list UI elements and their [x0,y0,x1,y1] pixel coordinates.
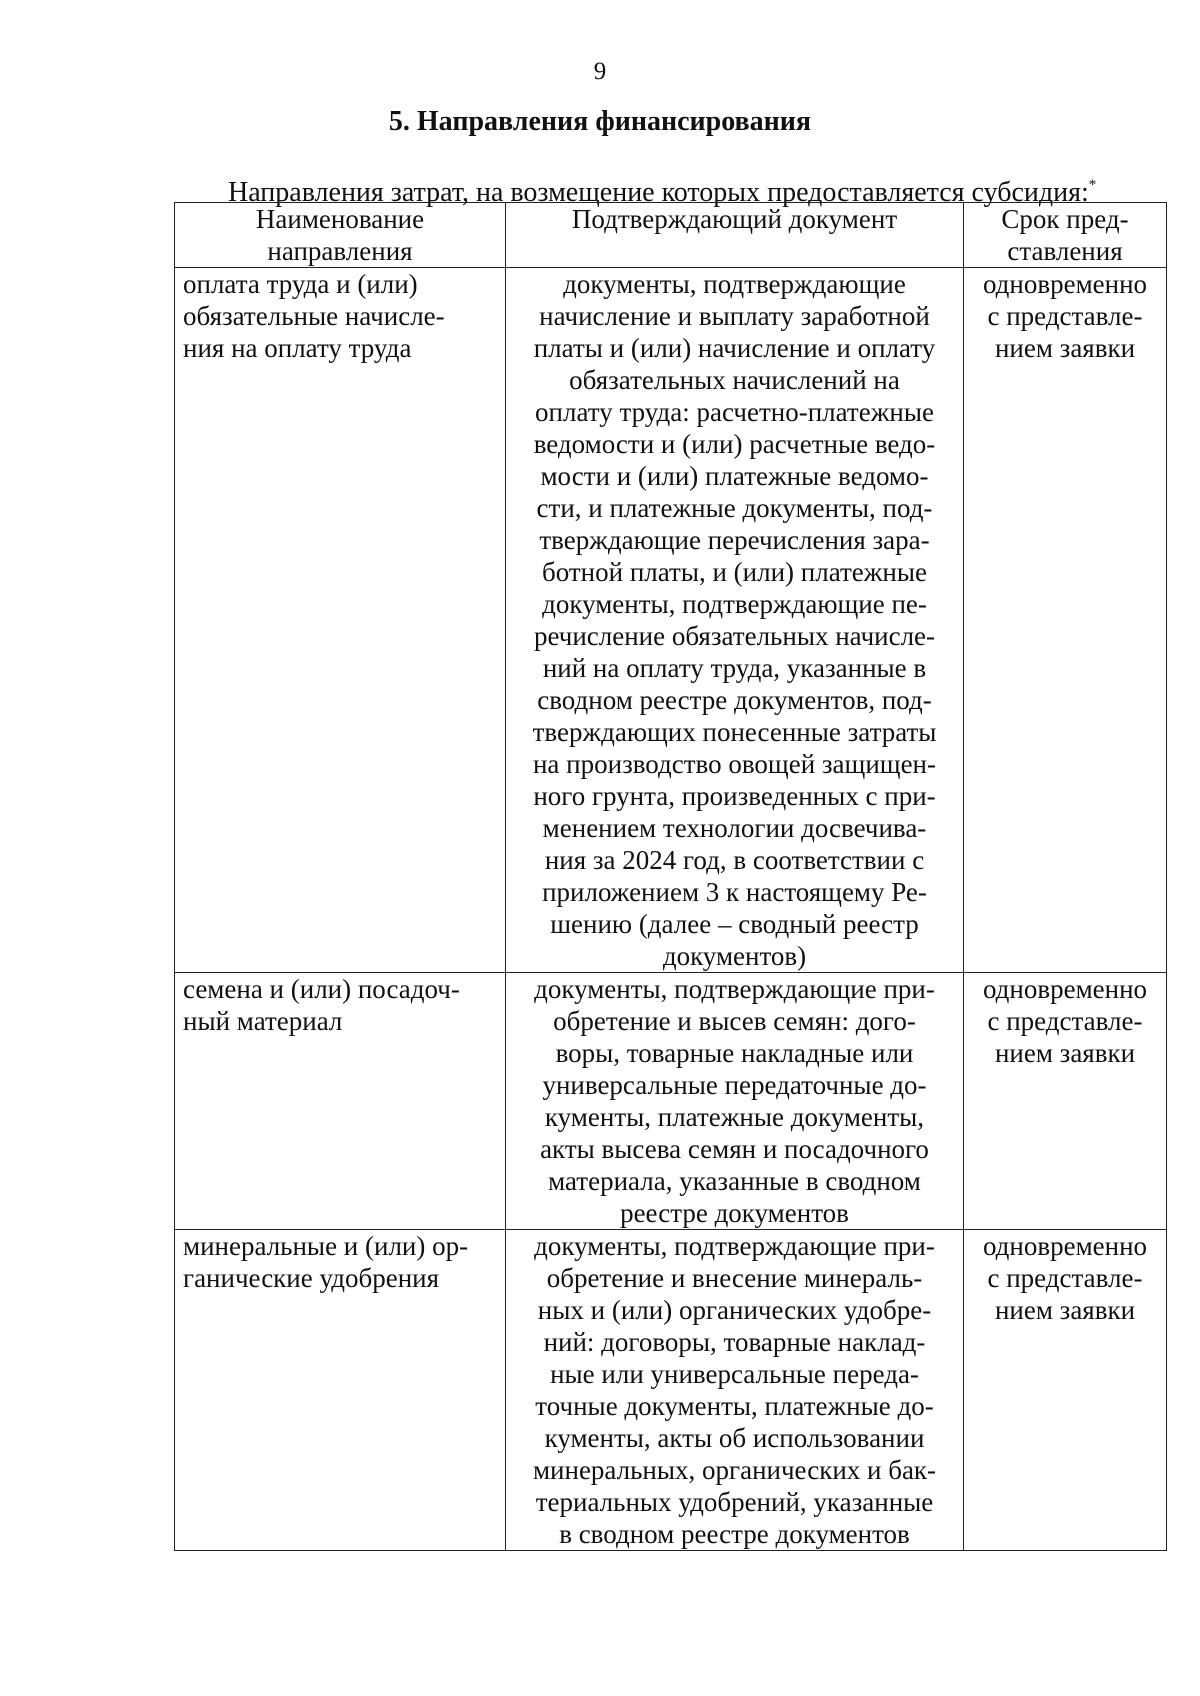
submission-term-cell: одновременно с представле- нием заявки [964,973,1167,1230]
header-confirming-document: Подтверждающий документ [506,203,964,268]
table-header-row [175,203,1167,268]
direction-name-cell: оплата труда и (или) обязательные начисле- ния на оплату труда [175,268,506,973]
direction-name-cell: семена и (или) посадоч- ный материал [175,973,506,1230]
header-direction-name: Наименование направления [175,203,506,268]
table-row [175,973,1167,1230]
footnote-mark: * [1088,177,1097,193]
funding-directions-table [174,202,1167,1551]
section-title: 5. Направления финансирования [388,106,812,137]
page-number: 9 [593,58,607,85]
header-submission-term: Срок пред- ставления [964,203,1167,268]
table-caption: Направления затрат, на возмещение которых предоставляется субсидия:* [228,177,1097,208]
submission-term-cell: одновременно с представле- нием заявки [964,268,1167,973]
submission-term-cell: одновременно с представле- нием заявки [964,1230,1167,1551]
direction-name-cell: минеральные и (или) ор- ганические удобрения [175,1230,506,1551]
table-row [175,1230,1167,1551]
table-caption-text: Направления затрат, на возмещение которых предоставляется субсидия [228,177,1081,208]
confirming-document-cell: документы, подтверждающие начисление и выплату заработной платы и (или) начисление и оплату обязательных начислений на оплату труда: расчетно-платежные ведомости и (или) расчетные ведо- мости и (или) платежные ведомо- сти, и платежные документы, под- тверждающие перечисления зара- ботной платы, и (или) платежные документы, подтверждающие пе- речисление обязательных начисле- ний на оплату труда, указанные в сводном реестре документов, под- тверждающих понесенные затраты на производство овощей защищен- ного грунта, произведенных с при- менением технологии досвечива- ния за 2024 год, в соответствии с приложением 3 к настоящему Ре- шению (далее – сводный реестр документов) [506,268,964,973]
table-row [175,268,1167,973]
confirming-document-cell: документы, подтверждающие при- обретение и высев семян: дого- воры, товарные накладные или универсальные передаточные до- кументы, платежные документы, акты высева семян и посадочного материала, указанные в сводном реестре документов [506,973,964,1230]
confirming-document-cell: документы, подтверждающие при- обретение и внесение минераль- ных и (или) органических удобре- ний: договоры, товарные наклад- ные или универсальные переда- точные документы, платежные до- кументы, акты об использовании минеральных, органических и бак- териальных удобрений, указанные в сводном реестре документов [506,1230,964,1551]
